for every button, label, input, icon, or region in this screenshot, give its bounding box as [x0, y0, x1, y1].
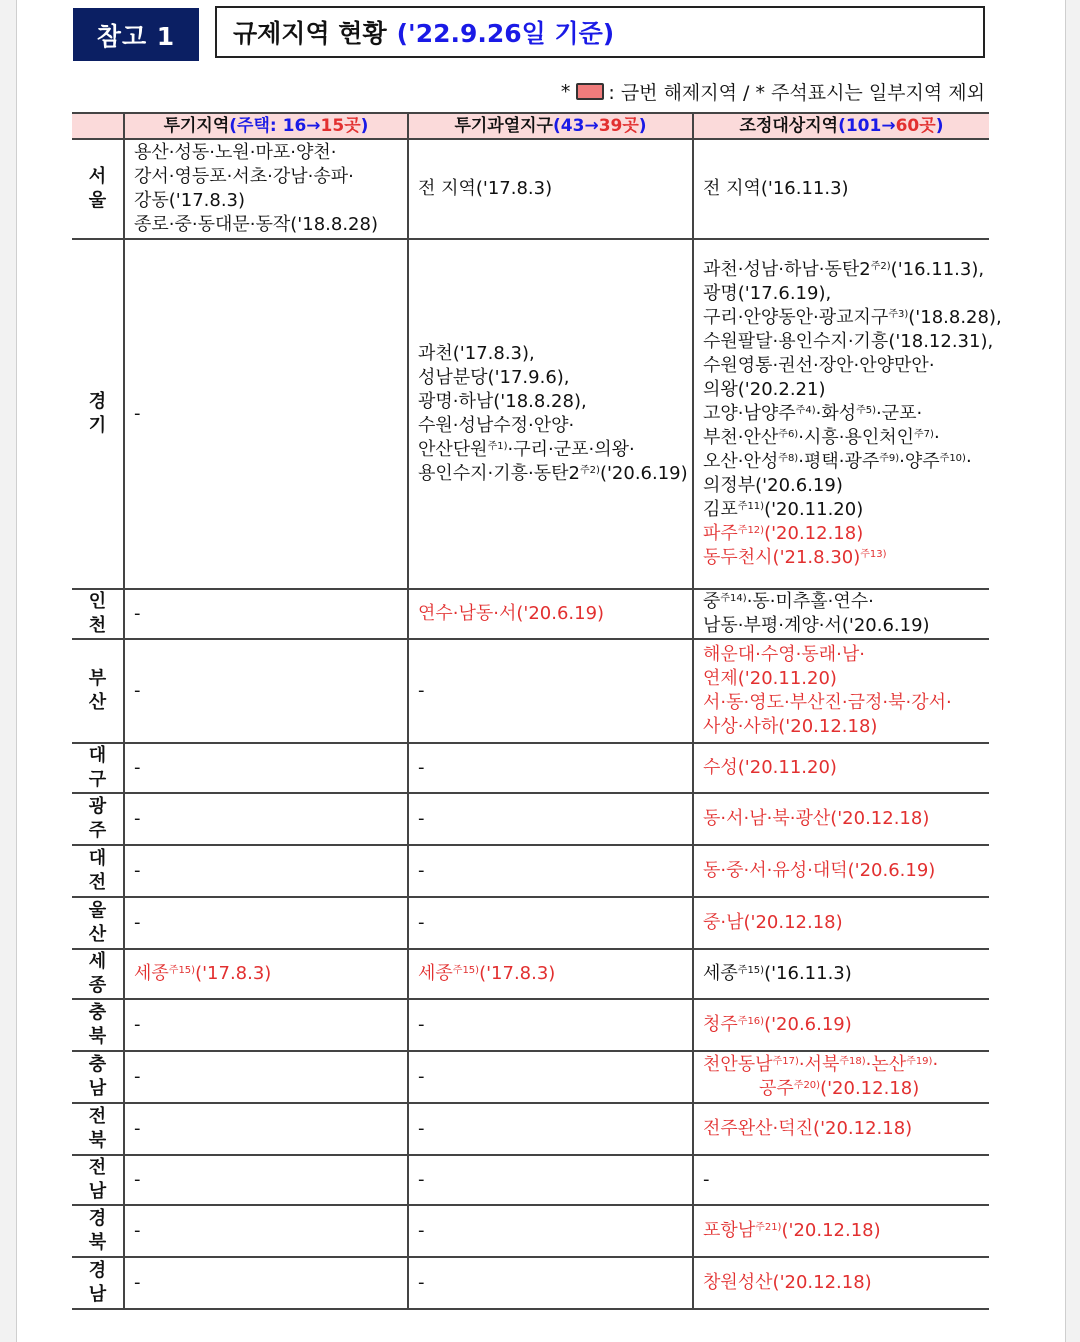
cell-line: - [134, 1272, 141, 1293]
cell-line: 성남분당('17.9.6), [418, 367, 570, 388]
overheated-district-cell [408, 743, 693, 793]
region-char: 부 [88, 668, 107, 689]
footnote-marker: 주11) [737, 501, 765, 512]
speculation-zone-cell [124, 845, 408, 897]
cell-line: 용인수지·기흥·동탄$2^{주2)}('20.6.19)$ [418, 463, 688, 484]
speculation-zone-cell [124, 949, 408, 999]
overheated-district-cell [408, 999, 693, 1051]
cell-line: 과천·성남·하남·동탄$2^{주2)}('16.11.3)$, [703, 259, 985, 280]
footnote-marker: 주20) [793, 1080, 821, 1091]
region-char: 천 [88, 615, 107, 636]
cell-line: 종로·중·동대문·동작('18.8.28) [134, 214, 378, 235]
cell-line: 남동·부평·계양·서('20.6.19) [703, 615, 930, 636]
overheated-district-cell [408, 1257, 693, 1309]
footnote-marker: 주14) [720, 593, 747, 604]
table-row [72, 1257, 989, 1309]
cell-line: 동·중·서·유성·대덕('20.6.19) [703, 860, 936, 881]
cell-line: - [418, 1066, 425, 1087]
speculation-zone-cell [124, 639, 408, 743]
overheated-district-cell [408, 239, 693, 589]
region-char: 남 [88, 1181, 107, 1202]
table-row [72, 743, 989, 793]
table-row [72, 897, 989, 949]
overheated-district-cell [408, 639, 693, 743]
region-char: 경 [88, 391, 107, 412]
region-char: 전 [88, 872, 107, 893]
adjustment-area-cell [693, 239, 1002, 589]
note-text: : 금번 해제지역 / * 주석표시는 일부지역 제외 [608, 82, 985, 104]
cell-line: 강동('17.8.3) [134, 190, 246, 211]
adjustment-area-cell [693, 949, 989, 999]
cell-line: 구리·안양동안·광교지구$^{주3)}$('18.8.28), [703, 307, 1002, 328]
cell-line: 중$^{주14)}$·동·미추홀·연수· [703, 591, 874, 612]
region-cell [72, 897, 124, 949]
region-char: 울 [88, 900, 107, 921]
cell-line: 고양·남양주$^{주4)}$·화성$^{주5)}$·군포· [703, 403, 923, 424]
legend-note [561, 78, 985, 105]
footnote-marker: 주3) [888, 309, 909, 320]
speculation-zone-cell [124, 999, 408, 1051]
cell-line: 사상·사하('20.12.18) [703, 716, 878, 737]
footnote-marker: 주21) [755, 1222, 782, 1233]
region-char: 인 [88, 591, 107, 612]
cell-line: 용산·성동·노원·마포·양천· [134, 142, 337, 163]
region-cell [72, 1155, 124, 1205]
region-cell [72, 639, 124, 743]
cell-line: 광명('17.6.19), [703, 283, 832, 304]
footnote-marker: 주12) [737, 525, 765, 536]
adjustment-area-cell [693, 1205, 989, 1257]
adjustment-area-cell [693, 897, 989, 949]
speculation-zone-cell [124, 793, 408, 845]
region-char: 서 [88, 166, 107, 187]
cell-line: - [418, 1272, 425, 1293]
cell-line: 청주$^{주16)}$('20.6.19) [703, 1014, 852, 1035]
footnote-marker: 주15) [452, 965, 480, 976]
region-cell [72, 845, 124, 897]
table-row [72, 1051, 989, 1103]
table-row [72, 1155, 989, 1205]
cell-line: - [418, 1118, 425, 1139]
cell-line: 포항남$^{주21)}$('20.12.18) [703, 1220, 881, 1241]
speculation-zone-cell [124, 1051, 408, 1103]
speculation-zone-cell [124, 1257, 408, 1309]
cell-line: - [134, 860, 141, 881]
cell-line: 연수·남동·서('20.6.19) [418, 603, 605, 624]
region-char: 북 [88, 1130, 107, 1151]
speculation-zone-cell [124, 1205, 408, 1257]
overheated-district-cell [408, 845, 693, 897]
cell-line: - [703, 1169, 710, 1190]
cell-line: - [134, 1118, 141, 1139]
region-char: 남 [88, 1078, 107, 1099]
overheated-district-cell [408, 1155, 693, 1205]
table-row [72, 139, 989, 239]
cell-line: - [134, 403, 141, 424]
table-row [72, 949, 989, 999]
region-char: 구 [88, 769, 107, 790]
overheated-district-cell [408, 793, 693, 845]
region-cell [72, 1103, 124, 1155]
cell-line: 수원·성남수정·안양· [418, 415, 575, 436]
cell-line: - [134, 1169, 141, 1190]
region-cell [72, 999, 124, 1051]
footnote-marker: 주5) [856, 405, 877, 416]
region-char: 충 [88, 1054, 107, 1075]
region-char: 북 [88, 1232, 107, 1253]
region-cell [72, 1205, 124, 1257]
table-row [72, 239, 989, 589]
table-row [72, 1103, 989, 1155]
title-box [215, 6, 985, 58]
region-char: 경 [88, 1208, 107, 1229]
header-adjustment-area: 조정대상지역(101→60곳) [693, 113, 989, 139]
adjustment-area-cell [693, 1103, 989, 1155]
table-header-row [72, 113, 989, 139]
cell-line: 서·동·영도·부산진·금정·북·강서· [703, 692, 952, 713]
speculation-zone-cell [124, 897, 408, 949]
cell-line: 의왕('20.2.21) [703, 379, 826, 400]
adjustment-area-cell [693, 139, 989, 239]
cell-line: 부천·안산$^{주6)}$·시흥·용인처인$^{주7)}$· [703, 427, 940, 448]
cell-line: 세종$^{주15)}$('17.8.3) [134, 963, 272, 984]
cell-line: 공주$^{주20)}$('20.12.18) [759, 1078, 920, 1099]
cell-line: 전 지역('16.11.3) [703, 178, 849, 199]
speculation-zone-cell [124, 743, 408, 793]
overheated-district-cell [408, 1051, 693, 1103]
speculation-zone-cell [124, 1103, 408, 1155]
region-cell [72, 743, 124, 793]
adjustment-area-cell [693, 793, 989, 845]
region-char: 주 [88, 820, 107, 841]
footnote-marker: 주15) [737, 965, 765, 976]
cell-line: 전 지역('17.8.3) [418, 178, 553, 199]
footnote-marker: 주1) [487, 441, 508, 452]
adjustment-area-cell [693, 845, 989, 897]
cell-line: - [418, 808, 425, 829]
footnote-marker: 주16) [737, 1016, 765, 1027]
cell-line: - [418, 1220, 425, 1241]
header-region [72, 113, 124, 139]
released-area-swatch-icon [576, 83, 604, 100]
region-cell [72, 589, 124, 639]
footnote-marker: 주7) [914, 429, 934, 440]
table-row [72, 1205, 989, 1257]
document-page [16, 0, 1066, 1342]
footnote-marker: 주19) [906, 1056, 933, 1067]
cell-line: - [418, 1169, 425, 1190]
cell-line: - [134, 808, 141, 829]
cell-line: 중·남('20.12.18) [703, 912, 843, 933]
cell-line: 파주$^{주12)}$('20.12.18) [703, 523, 864, 544]
table-row [72, 845, 989, 897]
region-char: 울 [88, 190, 107, 211]
header-overheated-district: 투기과열지구(43→39곳) [408, 113, 693, 139]
table-row [72, 639, 989, 743]
cell-line: 오산·안성$^{주8)}$·평택·광주$^{주9)}$·양주$^{주10)}$· [703, 451, 972, 472]
note-asterisk: * [560, 80, 571, 103]
adjustment-area-cell [693, 1051, 989, 1103]
adjustment-area-cell [693, 1155, 989, 1205]
header-speculation-zone: 투기지역(주택: 16→15곳) [124, 113, 408, 139]
cell-line: 천안동남$^{주17)}$·서북$^{주18)}$·논산$^{주19)}$· [703, 1054, 939, 1075]
region-char: 대 [88, 745, 107, 766]
cell-line: 세종$^{주15)}$('17.8.3) [418, 963, 556, 984]
cell-line: - [134, 680, 141, 701]
cell-line: 창원성산('20.12.18) [703, 1272, 872, 1293]
cell-line: 전주완산·덕진('20.12.18) [703, 1118, 913, 1139]
cell-line: - [134, 912, 141, 933]
cell-line: 해운대·수영·동래·남· [703, 644, 865, 665]
speculation-zone-cell [124, 1155, 408, 1205]
cell-line: 동두천시$('21.8.30)^{주13)}$ [703, 547, 887, 568]
footnote-marker: 주6) [778, 429, 799, 440]
footnote-marker: 주15) [168, 965, 196, 976]
region-char: 충 [88, 1002, 107, 1023]
cell-line: - [134, 1220, 141, 1241]
cell-line: 수성('20.11.20) [703, 757, 837, 778]
adjustment-area-cell [693, 743, 989, 793]
footnote-marker: 주13) [860, 549, 887, 560]
footnote-marker: 주2) [580, 465, 600, 476]
footnote-marker: 주4) [795, 405, 816, 416]
region-char: 전 [88, 1106, 107, 1127]
footnote-marker: 주9) [879, 453, 900, 464]
region-char: 북 [88, 1026, 107, 1047]
overheated-district-cell [408, 589, 693, 639]
cell-line: 광명·하남('18.8.28), [418, 391, 587, 412]
region-char: 대 [88, 848, 107, 869]
cell-line: 세종$^{주15)}$('16.11.3) [703, 963, 852, 984]
region-char: 경 [88, 1260, 107, 1281]
adjustment-area-cell [693, 589, 989, 639]
reference-badge: 참고 1 [73, 8, 199, 61]
cell-line: 수원팔달·용인수지·기흥('18.12.31), [703, 331, 994, 352]
speculation-zone-cell [124, 589, 408, 639]
cell-line: - [418, 912, 425, 933]
overheated-district-cell [408, 1103, 693, 1155]
region-cell [72, 239, 124, 589]
region-char: 산 [88, 692, 107, 713]
cell-line: 동·서·남·북·광산('20.12.18) [703, 808, 930, 829]
table-row [72, 793, 989, 845]
cell-line: 의정부('20.6.19) [703, 475, 843, 496]
region-char: 산 [88, 924, 107, 945]
region-char: 세 [88, 951, 107, 972]
region-char: 광 [88, 796, 107, 817]
cell-line: 김포$^{주11)}$('20.11.20) [703, 499, 864, 520]
adjustment-area-cell [693, 1257, 989, 1309]
cell-line: - [134, 1066, 141, 1087]
overheated-district-cell [408, 139, 693, 239]
adjustment-area-cell [693, 639, 989, 743]
table-row [72, 999, 989, 1051]
cell-line: - [418, 860, 425, 881]
cell-line: - [418, 1014, 425, 1035]
cell-line: - [418, 680, 425, 701]
overheated-district-cell [408, 897, 693, 949]
speculation-zone-cell [124, 139, 408, 239]
regulation-table [72, 112, 1002, 1310]
region-cell [72, 949, 124, 999]
region-cell [72, 139, 124, 239]
cell-line: 강서·영등포·서초·강남·송파· [134, 166, 354, 187]
region-char: 기 [88, 415, 107, 436]
cell-line: - [418, 757, 425, 778]
table-row [72, 589, 989, 639]
region-char: 종 [88, 975, 107, 996]
region-char: 남 [88, 1284, 107, 1305]
title-date: ('22.9.26일 기준) [396, 19, 615, 48]
footnote-marker: 주8) [778, 453, 799, 464]
footnote-marker: 주17) [772, 1056, 799, 1067]
cell-line: 수원영통·권선·장안·안양만안· [703, 355, 935, 376]
footnote-marker: 주18) [839, 1056, 866, 1067]
adjustment-area-cell [693, 999, 989, 1051]
cell-line: 과천('17.8.3), [418, 343, 535, 364]
region-char: 전 [88, 1157, 107, 1178]
footnote-marker: 주10) [939, 453, 966, 464]
cell-line: - [134, 1014, 141, 1035]
region-cell [72, 793, 124, 845]
footnote-marker: 주2) [870, 261, 891, 272]
overheated-district-cell [408, 1205, 693, 1257]
cell-line: - [134, 603, 141, 624]
overheated-district-cell [408, 949, 693, 999]
page-title: 규제지역 현황 [233, 19, 387, 48]
speculation-zone-cell [124, 239, 408, 589]
region-cell [72, 1051, 124, 1103]
cell-line: 연제('20.11.20) [703, 668, 837, 689]
region-cell [72, 1257, 124, 1309]
cell-line: - [134, 757, 141, 778]
cell-line: 안산단원$^{주1)}$·구리·군포·의왕· [418, 439, 635, 460]
